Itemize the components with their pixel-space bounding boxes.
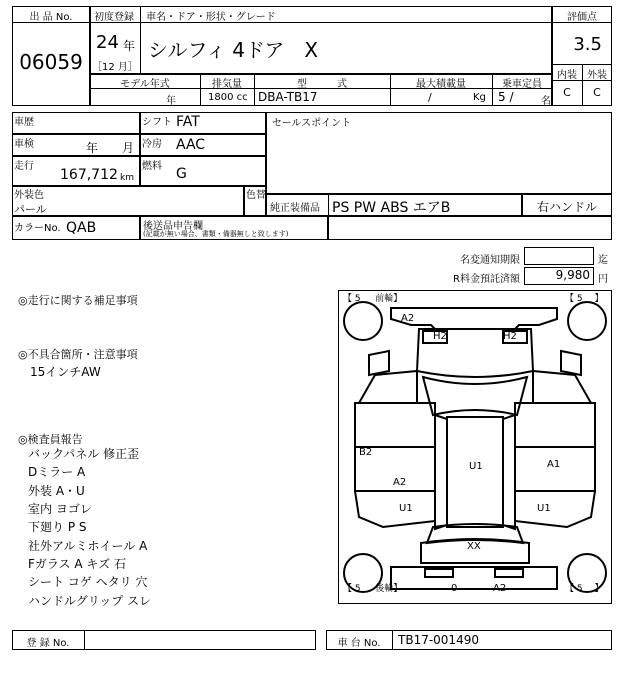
color-no-value: QAB [66,220,97,236]
mark-u1-right: U1 [537,503,551,514]
mark-a2-rear: A2 [493,583,507,594]
first-reg-month: ［12 月］ [92,62,138,73]
interior-label: 内装 [557,70,577,81]
side-glass-left [435,415,447,529]
chassis-no-label: 車 台 No. [337,638,381,649]
capacity-label: 乗車定員 [502,79,542,90]
history-label: 車歴 [14,117,34,128]
ac-label: 冷房 [142,139,162,150]
aftermarket-value-box [328,216,612,240]
inspector-line-6: 社外アルミホイール A [28,539,148,553]
license-plate [425,569,453,577]
reg-no-label: 登 録 No. [26,638,70,649]
first-reg-divider [140,6,141,74]
first-reg-year-unit: 年 [123,39,136,53]
tire-rear-right-label: 【 5 】 [565,584,604,594]
inspector-line-4: 室内 ヨゴレ [28,502,92,516]
roof [447,417,503,527]
model-year-unit: 年 [166,96,176,107]
car-name: シルフィ 4ドア X [148,38,319,62]
lot-label-divider [12,22,90,23]
exterior-label: 外装 [587,70,607,81]
capacity-value: 5 / [498,90,514,104]
inspector-line-5: 下廻り P S [28,520,87,534]
score-value: 3.5 [573,34,602,55]
chassis-no-divider [392,630,393,650]
mark-xx: XX [467,541,481,552]
mark-a2-left: A2 [393,477,407,488]
exterior-color-label: 外装色 [14,190,44,201]
grade-label-divider [552,80,612,81]
car-diagram-drawing [339,291,611,603]
lot-label: 出 品 No. [29,12,73,23]
equipment-label: 純正装備品 [270,203,320,214]
ac-value: AAC [176,137,206,153]
tire-front-left-label: 【 5 前輪】 [343,294,403,304]
exterior-color-value: パール [14,203,47,216]
fender-front-right [533,371,591,403]
interior-grade: C [563,86,571,99]
max-load-unit: Kg [473,92,486,103]
type-label: 型 式 [297,79,347,90]
rear-bumper [391,567,557,589]
inspection-year: 年 [86,141,99,155]
lot-number: 06059 [19,50,83,74]
tire-front-left [344,302,382,340]
mirror-right [561,351,581,375]
mark-b2: B2 [359,447,373,458]
rear-lamp [495,569,523,577]
model-year-label: モデル年式 [120,79,170,90]
inspection-month: 月 [122,141,135,155]
mileage-label: 走行 [14,161,34,172]
mirror-left [369,351,389,375]
first-reg-label: 初度登録 [94,12,134,23]
inspector-line-9: ハンドルグリップ スレ [28,594,152,608]
color-no-label: カラーNo. [14,223,61,234]
mark-h2-right: H2 [503,331,517,342]
tire-front-right-label: 【 5 】 [565,294,604,304]
type-value: DBA-TB17 [258,90,318,104]
inspector-line-2: Dミラー A [28,465,86,479]
tire-front-right [568,302,606,340]
recycle-value: 9,980 [555,268,590,282]
mileage-unit: km [120,173,134,183]
sales-point-label: セールスポイント [272,118,352,129]
exterior-color-box [12,186,244,216]
inspector-line-3: 外装 A・U [28,484,85,498]
capacity-unit: 名 [541,96,551,107]
windshield [423,377,527,415]
car-name-label: 車名・ドア・形状・グレード [146,12,276,23]
displacement-label: 排気量 [212,79,242,90]
fender-rear-right [515,491,595,527]
steering-value: 右ハンドル [536,200,597,214]
recycle-unit: 円 [598,274,608,285]
mark-a2-bumper: A2 [401,313,415,324]
first-reg-year: 24 [96,32,119,53]
inspector-line-7: Fガラス A キズ 石 [28,557,126,571]
recycle-label: R料金預託済額 [453,274,520,285]
exterior-grade: C [593,86,601,99]
driving-notes-label: ◎走行に関する補足事項 [18,294,138,307]
fuel-value: G [176,166,187,182]
aftermarket-note: (記載が無い場合、書類・備器無しと致します) [143,230,289,238]
max-load-label: 最大積載量 [416,79,466,90]
mark-u1-left: U1 [399,503,413,514]
inspector-label: ◎検査員報告 [18,433,83,446]
repaint-label: 色替 [246,190,266,201]
mark-h2-left: H2 [433,331,447,342]
transfer-value-box [524,247,594,265]
chassis-no-value: TB17-001490 [398,633,479,647]
score-label: 評価点 [567,12,597,23]
mark-a1-right: A1 [547,459,561,470]
reg-no-divider [84,630,85,650]
transfer-unit: 迄 [598,255,608,266]
front-bumper [391,308,557,329]
defects-text: 15インチAW [30,365,101,379]
inspector-line-8: シート コゲ ヘタリ 穴 [28,575,148,589]
defects-label: ◎不具合箇所・注意事項 [18,348,138,361]
tire-rear-left-label: 【 5 後輪】 [343,584,403,594]
fender-front-left [359,371,417,403]
equipment-value: PS PW ABS エアB [332,200,451,216]
max-load-value: / [428,91,432,104]
score-label-divider [552,22,612,23]
fender-rear-left [355,491,435,527]
shift-label: シフト [142,117,172,128]
mark-zero: 0 [451,583,458,594]
mark-u1-roof: U1 [469,461,483,472]
aftermarket-label: 後送品申告欄 [143,221,203,232]
inspection-label: 車検 [14,139,34,150]
inspector-line-1: バックパネル 修正歪 [28,447,140,461]
mileage-value: 167,712 [60,167,118,183]
displacement-value: 1800 cc [208,92,248,103]
equipment-divider [328,194,329,216]
transfer-label: 名変通知期限 [460,255,520,266]
fuel-label: 燃料 [142,161,162,172]
car-diagram [338,290,612,604]
shift-value: FAT [176,114,200,130]
side-glass-right [503,415,515,529]
